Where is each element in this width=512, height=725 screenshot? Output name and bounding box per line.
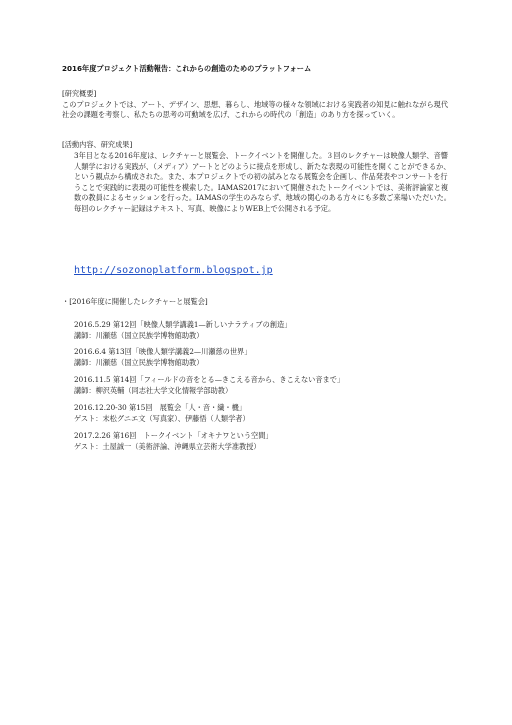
event-item <box>74 319 454 341</box>
event-item <box>74 402 454 424</box>
summary-label: [研究概要] <box>62 89 97 98</box>
event-guest: ゲスト：末松グニエ文（写真家）、伊藤悟（人類学者） <box>74 414 250 423</box>
activities-text: 3年目となる2016年度は、レクチャーと展覧会、トークイベントを開催した。３回のレクチャーは映像人類学、音響人類学における実践が、（メディア）アートとどのように接点を形成し、新たな表現の可能性を開くことができるか、という観点から構成された。また、本プロジェクトでの初の試みとなる展覧会を企画し、作品発表やコンサートを行うことで実践的に表現の可能性を模索した。IAMAS2017において開催されたトークイベントでは、美術評論家と複数の教員によるセッションを行った。IAMASの学生のみならず、地域の関心のある方々にも多数ご来場いただいた。毎回のレクチャー記録はテキスト、写真、映像によりWEB上で公開される予定。 <box>74 151 451 213</box>
event-lecturer: 講師：川瀬慈（国立民族学博物館助教） <box>74 331 204 340</box>
event-item <box>74 374 454 396</box>
event-title: 2016.12.20-30 第15回 展覧会「人・音・繊・機」 <box>74 403 246 412</box>
event-item <box>74 346 454 368</box>
document-title: 2016年度プロジェクト活動報告：これからの創造のためのプラットフォーム <box>62 64 312 73</box>
events-heading: ・[2016年度に開催したレクチャーと展覧会] <box>62 297 208 306</box>
event-item <box>74 430 454 452</box>
event-title: 2016.6.4 第13回「映像人類学講義2—川瀬慈の世界」 <box>74 347 252 356</box>
activities-label: [活動内容、研究成果] <box>62 140 133 149</box>
event-title: 2017.2.26 第16回 トークイベント「オキナワという空間」 <box>74 431 273 440</box>
event-title: 2016.5.29 第12回「映像人類学講義1—新しいナラティブの創造」 <box>74 320 292 329</box>
blog-link[interactable]: http://sozonoplatform.blogspot.jp <box>74 265 273 276</box>
event-lecturer: 講師：川瀬慈（国立民族学博物館助教） <box>74 358 204 367</box>
event-guest: ゲスト：土屋誠一（美術評論、沖縄県立芸術大学准教授） <box>74 442 261 451</box>
summary-section <box>62 89 454 121</box>
summary-text: このプロジェクトでは、アート、デザイン、思想、暮らし、地域等の様々な領域における実践者の知見に触れながら現代社会の課題を考察し、私たちの思考の可動域を広げ、これからの時代の「創造」のあり方を探っていく。 <box>62 99 449 120</box>
event-lecturer: 講師：柳沢英輔（同志社大学文化情報学部助教） <box>74 386 233 395</box>
event-title: 2016.11.5 第14回「フィールドの音をとる—きこえる音から、きこえない音まで」 <box>74 375 345 384</box>
